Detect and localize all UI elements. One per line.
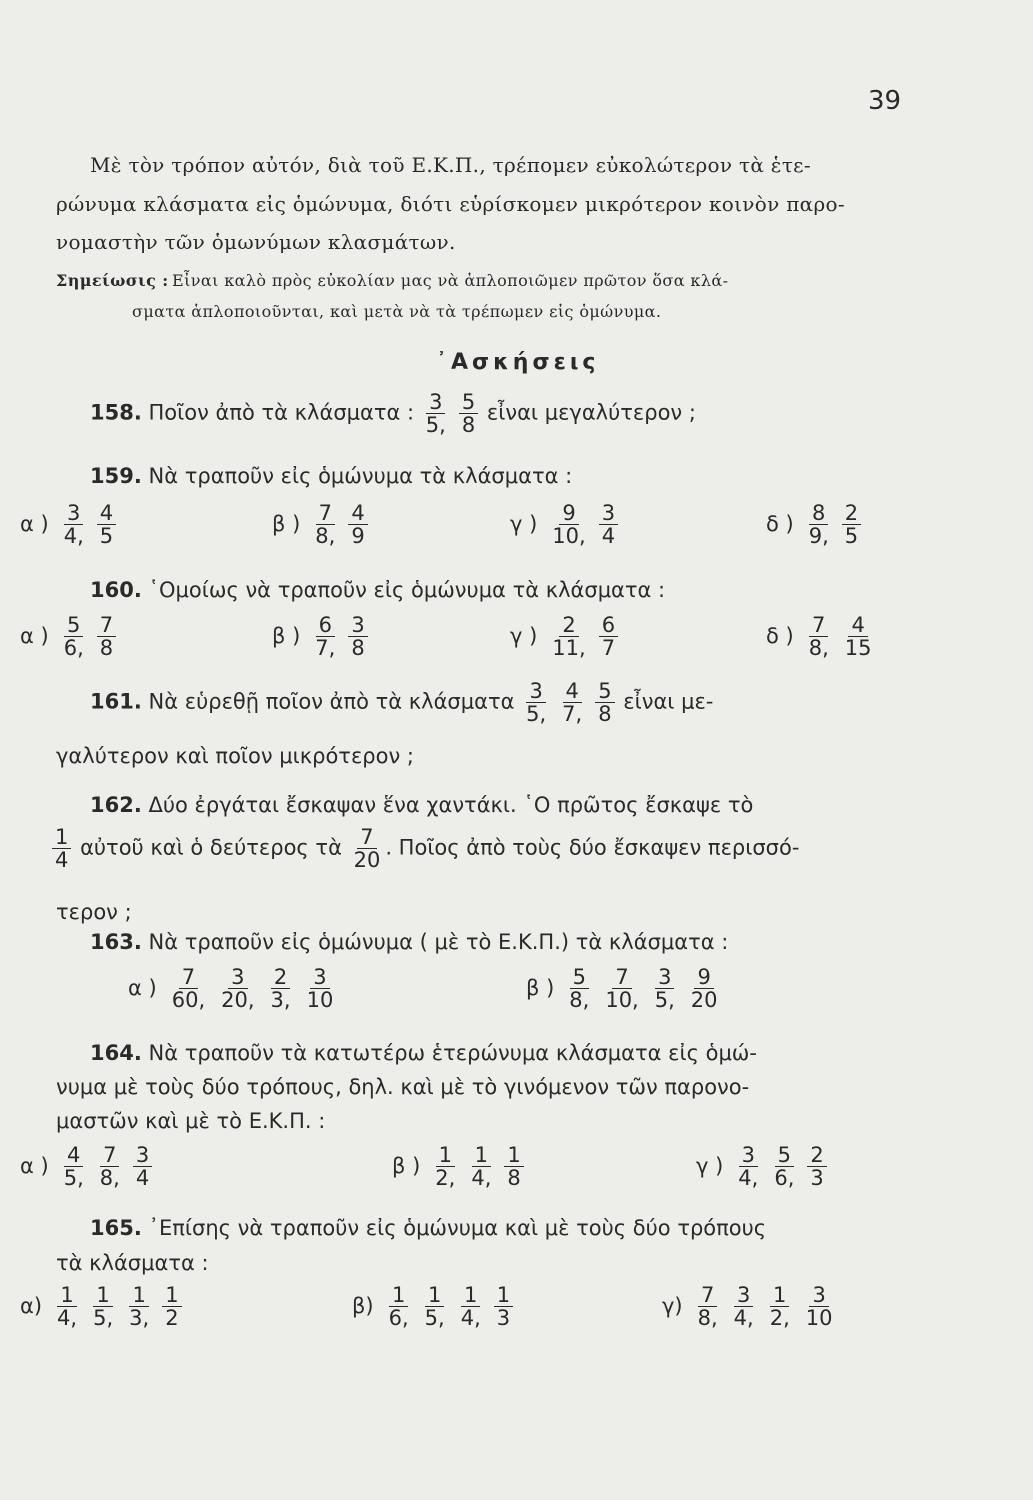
fraction-denominator: 5, <box>63 1166 84 1191</box>
fraction <box>599 502 618 547</box>
fraction <box>731 1284 757 1329</box>
fraction <box>806 502 832 547</box>
fraction-denominator: 10 <box>306 988 334 1013</box>
fraction <box>595 680 614 725</box>
fraction <box>386 1284 412 1329</box>
section-heading: ᾿Ασκήσεις <box>436 350 600 375</box>
page-number: 39 <box>868 86 902 116</box>
exercise-159-prompt <box>90 464 572 488</box>
fraction-denominator: 4, <box>733 1306 754 1331</box>
exercise-159-part-d <box>766 502 863 547</box>
exercise-165-part-b <box>352 1284 515 1329</box>
fraction <box>504 1144 523 1189</box>
fraction-denominator: 4, <box>738 1166 759 1191</box>
exercise-162-line-3: τερον ; <box>56 900 132 924</box>
fraction <box>803 1284 836 1329</box>
fraction-numerator: 3 <box>655 966 674 989</box>
exercise-tail: εἶναι με- <box>623 689 714 714</box>
fraction <box>312 502 338 547</box>
fraction <box>807 1144 826 1189</box>
exercise-text: Δύο ἐργάται ἔσκαψαν ἕνα χαντάκι. ῾Ο πρῶτος ἔσκαψε τὸ <box>148 793 754 817</box>
fraction-denominator: 8 <box>99 636 114 661</box>
fraction-denominator: 2, <box>435 1166 456 1191</box>
note-line-1: Εἶναι καλὸ πρὸς εὐκολίαν μας νὰ ἁπλοποιῶμεν πρῶτον ὅσα κλά- <box>172 271 729 290</box>
part-label: β ) <box>526 975 555 1000</box>
fraction <box>559 680 585 725</box>
fraction <box>422 1284 448 1329</box>
exercise-158 <box>90 391 696 436</box>
part-label: γ ) <box>696 1153 724 1178</box>
fraction <box>268 966 294 1011</box>
fraction-denominator: 3, <box>270 988 291 1013</box>
fraction-denominator: 8 <box>507 1166 521 1191</box>
fraction <box>61 614 87 659</box>
part-label: β ) <box>272 511 301 536</box>
fraction-numerator: 5 <box>595 680 614 703</box>
exercise-number: 163. <box>90 930 142 954</box>
fraction <box>304 966 337 1011</box>
fraction <box>494 1284 513 1329</box>
fraction-numerator: 6 <box>316 614 335 637</box>
fraction-numerator: 6 <box>599 614 618 637</box>
exercise-165-line-1 <box>90 1216 766 1240</box>
fraction-numerator: 3 <box>310 966 329 989</box>
fraction <box>695 1284 721 1329</box>
fraction-denominator: 4 <box>55 848 69 873</box>
fraction-numerator: 5 <box>459 391 478 414</box>
part-label: γ ) <box>510 511 538 536</box>
exercise-165-part-c <box>662 1284 838 1329</box>
fraction-numerator: 1 <box>461 1284 480 1307</box>
fraction-denominator: 8, <box>569 988 590 1013</box>
part-label: δ ) <box>766 511 794 536</box>
exercise-159-part-c <box>510 502 620 547</box>
exercise-tail: εἶναι μεγαλύτερον ; <box>486 400 696 425</box>
exercise-160-part-d <box>766 614 877 659</box>
fraction <box>133 1144 152 1189</box>
exercise-tail: . Ποῖος ἀπὸ τοὺς δύο ἔσκαψεν περισσό- <box>385 835 800 860</box>
exercise-159-part-a <box>20 502 118 547</box>
exercise-162-line-1 <box>90 793 753 817</box>
fraction-denominator: 4 <box>601 524 616 549</box>
fraction-numerator: 1 <box>162 1284 181 1307</box>
fraction-numerator: 3 <box>348 614 367 637</box>
fraction <box>348 502 367 547</box>
exercise-text: Νὰ τραποῦν τὰ κατωτέρω ἑτερώνυμα κλάσματα εἰς ὁμώ- <box>148 1041 757 1065</box>
fraction <box>566 966 592 1011</box>
exercise-160-part-b <box>272 614 370 659</box>
intro-line-1: Μὲ τὸν τρόπον αὐτόν, διὰ τοῦ Ε.Κ.Π., τρέπομεν εὐκολώτερον τὰ ἑτε- <box>90 153 811 177</box>
fraction-denominator: 5, <box>654 988 675 1013</box>
fraction-numerator: 8 <box>809 502 828 525</box>
exercise-mid: αὐτοῦ καὶ ὁ δεύτερος τὰ <box>80 835 342 860</box>
fraction-denominator: 6, <box>63 636 84 661</box>
fraction <box>549 614 588 659</box>
fraction-denominator: 4, <box>63 524 84 549</box>
fraction <box>767 1284 793 1329</box>
fraction-denominator: 8 <box>351 636 365 661</box>
fraction-numerator: 9 <box>694 966 713 989</box>
fraction-denominator: 6, <box>774 1166 795 1191</box>
fraction <box>842 614 875 659</box>
fraction-numerator: 5 <box>775 1144 794 1167</box>
fraction-denominator: 20 <box>353 848 381 873</box>
fraction-numerator: 2 <box>842 502 861 525</box>
fraction <box>468 1144 494 1189</box>
fraction-numerator: 3 <box>228 966 247 989</box>
fraction-numerator: 1 <box>57 1284 76 1307</box>
exercise-number: 158. <box>90 400 142 425</box>
fraction <box>842 502 861 547</box>
fraction-numerator: 7 <box>179 966 198 989</box>
fraction <box>523 680 549 725</box>
fraction-numerator: 1 <box>504 1144 523 1167</box>
exercise-164-part-a <box>20 1144 154 1189</box>
fraction-denominator: 4, <box>471 1166 492 1191</box>
part-label: α ) <box>20 1153 49 1178</box>
fraction-numerator: 3 <box>739 1144 758 1167</box>
fraction-list <box>521 679 616 727</box>
fraction-numerator: 3 <box>64 502 83 525</box>
fraction-numerator: 4 <box>64 1144 83 1167</box>
exercise-162-line-2 <box>50 826 799 871</box>
fraction <box>688 966 721 1011</box>
exercise-163-part-a <box>128 966 338 1011</box>
fraction-denominator: 5, <box>424 1306 445 1331</box>
fraction <box>348 614 367 659</box>
fraction <box>61 502 87 547</box>
fraction <box>458 1284 484 1329</box>
fraction-denominator: 10, <box>605 988 639 1013</box>
fraction <box>423 391 449 436</box>
fraction <box>549 502 588 547</box>
part-label: γ ) <box>510 623 538 648</box>
fraction <box>806 614 832 659</box>
fraction-denominator: 6, <box>388 1306 409 1331</box>
exercise-number: 162. <box>90 793 142 817</box>
fraction-denominator: 8, <box>315 524 336 549</box>
fraction-numerator: 4 <box>848 614 867 637</box>
fraction-numerator: 1 <box>472 1144 491 1167</box>
exercise-164-part-b <box>392 1144 526 1189</box>
note-label: Σημείωσις : <box>56 271 169 290</box>
fraction-denominator: 5 <box>99 524 114 549</box>
fraction-numerator: 1 <box>93 1284 112 1307</box>
fraction-denominator: 5, <box>93 1306 114 1331</box>
intro-line-2: ρώνυμα κλάσματα εἰς ὁμώνυμα, διότι εὑρίσκομεν μικρότερον κοινὸν παρο- <box>56 192 845 216</box>
fraction-denominator: 11, <box>552 636 586 661</box>
exercise-164-line-3: μαστῶν καὶ μὲ τὸ Ε.Κ.Π. : <box>56 1109 326 1133</box>
fraction <box>54 1284 80 1329</box>
fraction-numerator: 7 <box>97 614 116 637</box>
fraction-denominator: 15 <box>844 636 872 661</box>
exercise-number: 160. <box>90 578 142 602</box>
fraction <box>61 1144 87 1189</box>
part-label: β ) <box>392 1153 421 1178</box>
exercise-text: Νὰ εὑρεθῇ ποῖον ἀπὸ τὰ κλάσματα <box>148 689 515 714</box>
fraction <box>652 966 678 1011</box>
exercise-text: Νὰ τραποῦν εἰς ὁμώνυμα ( μὲ τὸ Ε.Κ.Π.) τὰ κλάσματα : <box>148 930 729 954</box>
fraction-denominator: 7, <box>315 636 336 661</box>
exercise-164-part-c <box>696 1144 829 1189</box>
fraction-denominator: 8, <box>697 1306 718 1331</box>
fraction-numerator: 3 <box>809 1284 828 1307</box>
fraction-denominator: 8 <box>461 413 476 438</box>
fraction-numerator: 4 <box>348 502 367 525</box>
fraction-numerator: 3 <box>133 1144 152 1167</box>
fraction-numerator: 3 <box>734 1284 753 1307</box>
exercise-163-part-b <box>526 966 723 1011</box>
fraction <box>735 1144 761 1189</box>
fraction-numerator: 3 <box>526 680 545 703</box>
exercise-number: 161. <box>90 689 142 714</box>
fraction-denominator: 4, <box>460 1306 481 1331</box>
exercise-165-line-2: τὰ κλάσματα : <box>56 1251 209 1275</box>
fraction-numerator: 4 <box>97 502 116 525</box>
fraction-numerator: 2 <box>559 614 578 637</box>
fraction-numerator: 1 <box>425 1284 444 1307</box>
exercise-165-part-a <box>20 1284 184 1329</box>
fraction <box>169 966 208 1011</box>
part-label: α ) <box>20 511 49 536</box>
exercise-164-line-1 <box>90 1041 757 1065</box>
fraction-numerator: 1 <box>52 826 71 849</box>
fraction <box>162 1284 181 1329</box>
fraction-seven-twentieths <box>349 825 386 873</box>
fraction <box>52 826 71 871</box>
fraction <box>97 1144 123 1189</box>
fraction-numerator: 2 <box>807 1144 826 1167</box>
fraction-numerator: 1 <box>494 1284 513 1307</box>
fraction-numerator: 7 <box>357 826 376 849</box>
fraction-list <box>421 390 480 438</box>
fraction-numerator: 4 <box>563 680 582 703</box>
exercise-text: Νὰ τραποῦν εἰς ὁμώνυμα τὰ κλάσματα : <box>148 464 573 488</box>
fraction-numerator: 7 <box>100 1144 119 1167</box>
fraction-denominator: 2, <box>769 1306 790 1331</box>
fraction <box>351 826 384 871</box>
fraction-denominator: 5, <box>526 702 547 727</box>
fraction-denominator: 2 <box>165 1306 179 1331</box>
fraction <box>90 1284 116 1329</box>
fraction <box>97 614 116 659</box>
fraction-numerator: 5 <box>570 966 589 989</box>
fraction-denominator: 10 <box>805 1306 833 1331</box>
intro-line-3: νομαστὴν τῶν ὁμωνύμων κλασμάτων. <box>56 230 456 254</box>
fraction-numerator: 3 <box>599 502 618 525</box>
fraction-numerator: 2 <box>271 966 290 989</box>
fraction-numerator: 1 <box>436 1144 455 1167</box>
fraction-numerator: 1 <box>129 1284 148 1307</box>
exercise-161 <box>90 680 713 725</box>
part-label: γ) <box>662 1293 683 1318</box>
fraction <box>218 966 257 1011</box>
fraction-numerator: 7 <box>612 966 631 989</box>
exercise-160-prompt <box>90 578 665 602</box>
fraction <box>771 1144 797 1189</box>
fraction-denominator: 20 <box>690 988 718 1013</box>
fraction <box>599 614 618 659</box>
fraction-denominator: 9, <box>808 524 829 549</box>
fraction-denominator: 8, <box>99 1166 120 1191</box>
fraction-denominator: 9 <box>351 524 365 549</box>
exercise-text: ᾿Επίσης νὰ τραποῦν εἰς ὁμώνυμα καὶ μὲ τοὺς δύο τρόπους <box>148 1216 767 1240</box>
fraction-denominator: 5, <box>425 413 446 438</box>
part-label: δ ) <box>766 623 794 648</box>
fraction-denominator: 20, <box>221 988 255 1013</box>
fraction-numerator: 1 <box>770 1284 789 1307</box>
fraction-numerator: 7 <box>316 502 335 525</box>
exercise-163-prompt <box>90 930 728 954</box>
fraction-denominator: 3, <box>129 1306 150 1331</box>
exercise-160-part-c <box>510 614 620 659</box>
fraction-denominator: 8, <box>808 636 829 661</box>
fraction-denominator: 3 <box>496 1306 511 1331</box>
part-label: β ) <box>272 623 301 648</box>
fraction-denominator: 7 <box>601 636 616 661</box>
fraction-numerator: 3 <box>426 391 445 414</box>
exercise-159-part-b <box>272 502 370 547</box>
fraction <box>97 502 116 547</box>
part-label: α ) <box>128 975 157 1000</box>
part-label: α) <box>20 1293 43 1318</box>
exercise-161-line-2: γαλύτερον καὶ ποῖον μικρότερον ; <box>56 744 414 768</box>
fraction <box>312 614 338 659</box>
fraction-numerator: 1 <box>389 1284 408 1307</box>
exercise-164-line-2: νυμα μὲ τοὺς δύο τρόπους, δηλ. καὶ μὲ τὸ γινόμενον τῶν παρονο- <box>56 1075 750 1099</box>
fraction-denominator: 4 <box>135 1166 150 1191</box>
fraction <box>126 1284 152 1329</box>
fraction-denominator: 8 <box>598 702 612 727</box>
exercise-160-part-a <box>20 614 118 659</box>
fraction-numerator: 5 <box>64 614 83 637</box>
fraction-denominator: 7, <box>562 702 583 727</box>
note-line-2: σματα ἁπλοποιοῦνται, καὶ μετὰ νὰ τὰ τρέπωμεν εἰς ὁμώνυμα. <box>132 302 662 321</box>
fraction-denominator: 5 <box>844 524 859 549</box>
fraction-denominator: 3 <box>810 1166 824 1191</box>
fraction-numerator: 9 <box>559 502 578 525</box>
fraction-numerator: 7 <box>698 1284 717 1307</box>
exercise-text: ῾Ομοίως νὰ τραποῦν εἰς ὁμώνυμα τὰ κλάσματα : <box>148 578 666 602</box>
part-label: β) <box>352 1293 374 1318</box>
fraction-denominator: 60, <box>171 988 206 1013</box>
fraction-numerator: 7 <box>809 614 828 637</box>
fraction <box>432 1144 458 1189</box>
part-label: α ) <box>20 623 49 648</box>
exercise-number: 164. <box>90 1041 142 1065</box>
exercise-text: Ποῖον ἀπὸ τὰ κλάσματα : <box>148 400 415 425</box>
exercise-number: 165. <box>90 1216 142 1240</box>
fraction-one-quarter <box>50 825 73 873</box>
fraction <box>459 391 478 436</box>
fraction-denominator: 4, <box>57 1306 78 1331</box>
fraction <box>602 966 641 1011</box>
exercise-number: 159. <box>90 464 142 488</box>
fraction-denominator: 10, <box>552 524 586 549</box>
